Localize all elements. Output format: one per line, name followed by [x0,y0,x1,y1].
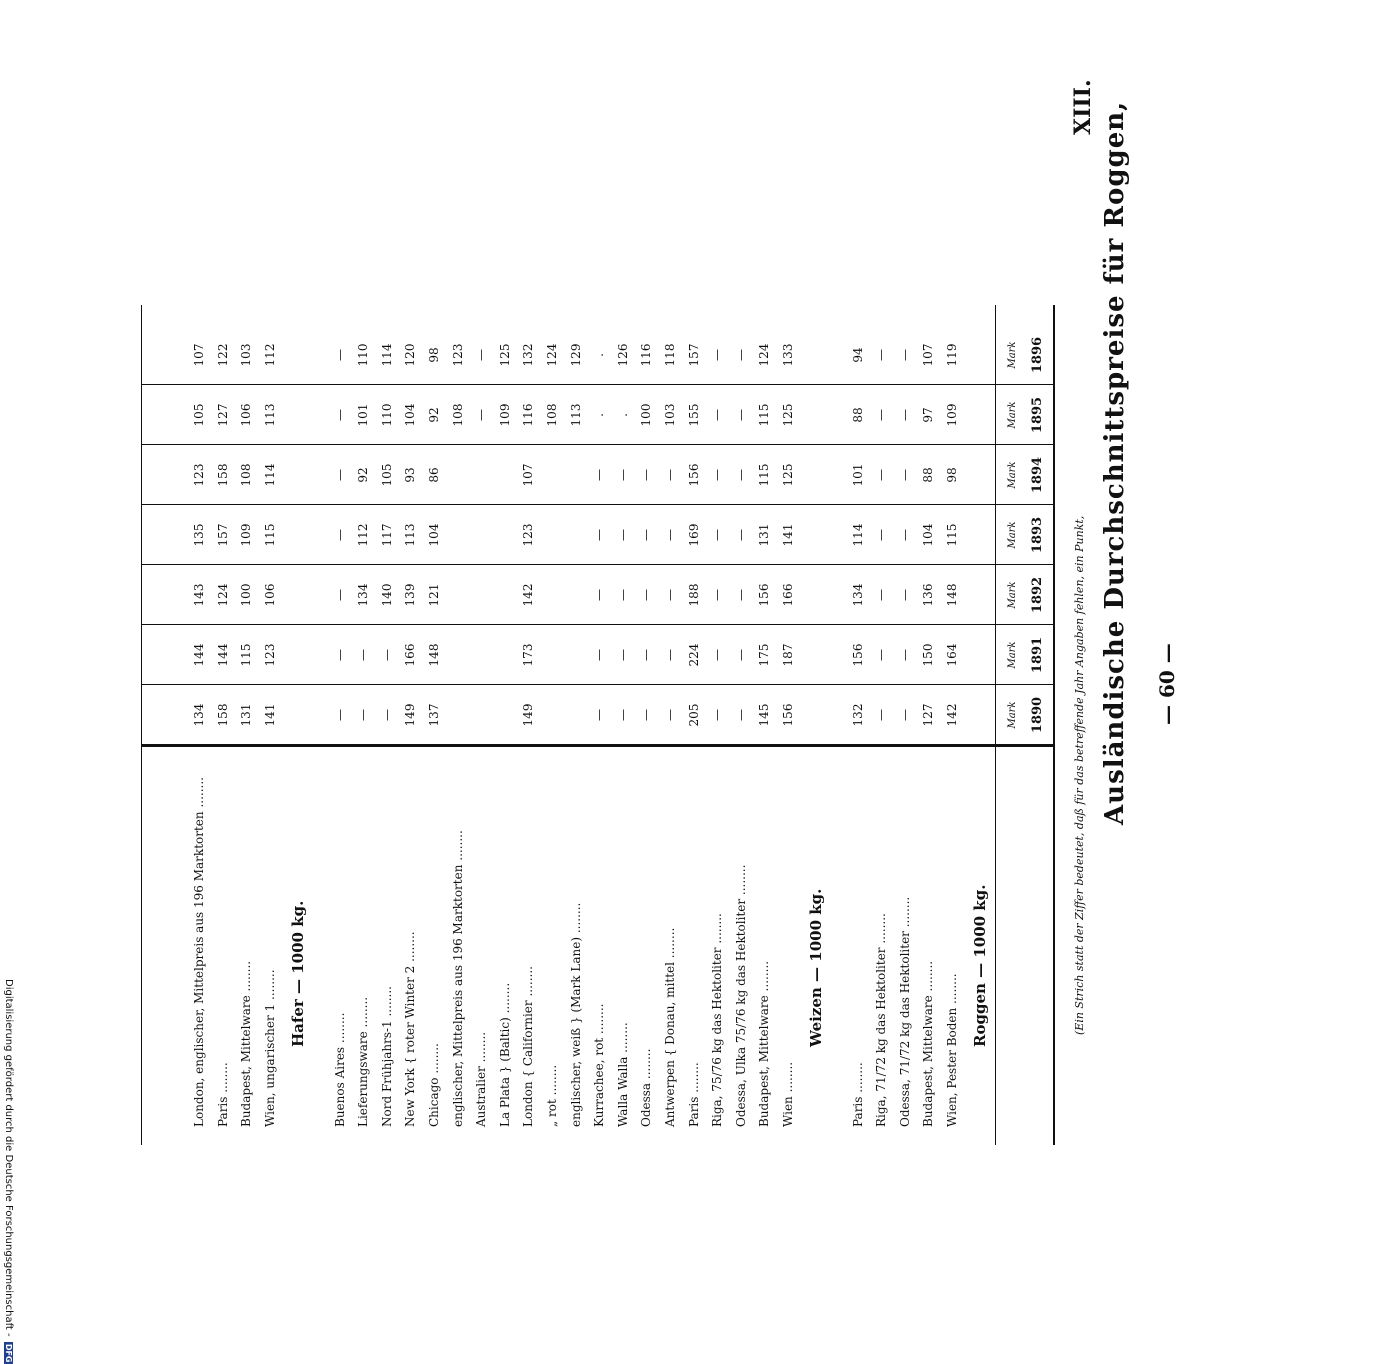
row-label: Kurrachee, rot ........ [592,1003,607,1127]
year-header: 1891 [1030,636,1045,674]
cell-value: 118 [663,343,677,367]
cell-value: — [332,529,347,541]
cell-value: — [332,469,347,481]
cell-value: 86 [427,467,441,483]
cell-value: 134 [356,583,371,607]
cell-value: — [615,529,630,541]
row-label: Odessa ........ [639,1048,654,1127]
cell-value: — [663,589,677,601]
cell-value: — [356,709,371,721]
row-label: Nord Frühjahrs-1 ........ [379,986,394,1127]
cell-value: 116 [521,403,536,427]
cell-value: 158 [215,463,230,487]
cell-value: 150 [921,643,936,667]
cell-value: 156 [850,643,865,667]
cell-value: 148 [945,583,959,607]
cell-value: 103 [239,343,254,367]
cell-value: — [592,589,607,601]
cell-value: 149 [521,703,536,727]
cell-value: 127 [215,403,230,427]
cell-value: 141 [263,703,277,727]
explanatory-note: (Ein Strich statt der Ziffer bedeutet, daß für das betreffende Jahr Angaben fehlen, ein Punkt, [1073,515,1086,1035]
dfg-logo: DFG [4,1343,13,1363]
cell-value: 132 [850,703,865,727]
row-label: Riga, 71/72 kg das Hektoliter ........ [874,913,889,1127]
cell-value: — [733,469,748,481]
top-rule [1053,305,1055,1145]
row-label: englischer, Mittelpreis aus 196 Marktorten ........ [450,830,465,1127]
cell-value: 224 [686,643,701,667]
cell-value: — [710,469,725,481]
cell-value: 115 [239,643,254,667]
cell-value: 126 [615,343,630,367]
cell-value: — [733,409,748,421]
row-label: New York { roter Winter 2 ........ [403,931,418,1127]
cell-value: . [615,413,630,417]
bottom-rule [141,305,142,1145]
cell-value: . [592,413,607,417]
cell-value: — [332,709,347,721]
cell-value: 124 [215,583,230,607]
cell-value: 132 [521,343,536,367]
row-label: Walla Walla ........ [615,1022,630,1127]
cell-value: 115 [757,403,772,427]
cell-value: — [874,409,889,421]
cell-value: 137 [427,703,441,727]
cell-value: 108 [239,463,254,487]
cell-value: — [874,469,889,481]
cell-value: — [379,709,394,721]
cell-value: — [332,649,347,661]
unit-header: Mark [1007,581,1018,609]
unit-header: Mark [1007,461,1018,489]
cell-value: — [592,649,607,661]
cell-value: 155 [686,403,701,427]
cell-value: — [639,589,654,601]
cell-value: 121 [427,583,441,607]
cell-value: 109 [239,523,254,547]
cell-value: 134 [850,583,865,607]
row-label: London, englischer, Mittelpreis aus 196 Marktorten ........ [192,777,207,1127]
row-label: Buenos Aires ........ [332,1012,347,1127]
cell-value: 157 [215,523,230,547]
cell-value: — [639,469,654,481]
cell-value: 156 [781,703,795,727]
row-label: Wien ........ [781,1061,795,1127]
cell-value: 156 [757,583,772,607]
cell-value: 125 [781,463,795,487]
unit-header: Mark [1007,341,1018,369]
cell-value: — [663,649,677,661]
cell-value: 108 [545,403,559,427]
cell-value: 113 [263,403,277,427]
cell-value: 109 [945,403,959,427]
cell-value: 103 [663,403,677,427]
cell-value: 110 [356,343,371,367]
cell-value: — [733,649,748,661]
cell-value: 139 [403,583,418,607]
cell-value: — [710,409,725,421]
cell-value: 114 [850,523,865,547]
cell-value: 131 [239,703,254,727]
cell-value: 125 [781,403,795,427]
row-label: Budapest, Mittelware ........ [239,960,254,1127]
cell-value: 124 [545,343,559,367]
cell-value: — [710,709,725,721]
cell-value: 107 [521,463,536,487]
cell-value: — [897,529,912,541]
cell-value: 166 [781,583,795,607]
cell-value: — [733,529,748,541]
cell-value: 105 [192,403,207,427]
year-header: 1896 [1030,336,1045,374]
cell-value: — [379,649,394,661]
row-label: Odessa, Ulka 75/76 kg das Hektoliter ........ [733,864,748,1127]
cell-value: — [897,409,912,421]
section-heading: Hafer — 1000 kg. [289,900,307,1047]
row-label: „ rot ........ [545,1064,559,1127]
cell-value: — [639,529,654,541]
cell-value: — [733,589,748,601]
unit-header: Mark [1007,521,1018,549]
cell-value: — [639,709,654,721]
row-label: Odessa, 71/72 kg das Hektoliter ........ [897,896,912,1127]
cell-value: 122 [215,343,230,367]
cell-value: 98 [427,347,441,363]
digitization-banner: Digitalisierung gefördert durch die Deutsche Forschungsgemeinschaft - DFG [3,979,14,1363]
cell-value: — [897,709,912,721]
cell-value: 144 [192,643,207,667]
row-label: Wien, Pester Boden ........ [945,973,959,1127]
cell-value: 109 [497,403,512,427]
cell-value: — [332,589,347,601]
cell-value: 166 [403,643,418,667]
cell-value: — [356,649,371,661]
cell-value: 123 [192,463,207,487]
cell-value: 100 [639,403,654,427]
cell-value: — [663,709,677,721]
cell-value: — [874,529,889,541]
cell-value: 145 [757,703,772,727]
cell-value: — [592,529,607,541]
cell-value: 133 [781,343,795,367]
cell-value: 123 [450,343,465,367]
cell-value: 107 [192,343,207,367]
year-header: 1892 [1030,576,1045,614]
section-heading: Roggen — 1000 kg. [971,884,989,1047]
cell-value: 123 [521,523,536,547]
year-header: 1894 [1030,456,1045,494]
cell-value: — [897,349,912,361]
row-label: Wien, ungarischer 1 ........ [263,969,277,1127]
cell-value: — [663,529,677,541]
cell-value: — [874,709,889,721]
cell-value: — [874,589,889,601]
cell-value: 114 [263,463,277,487]
cell-value: — [874,649,889,661]
cell-value: 142 [945,703,959,727]
unit-header: Mark [1007,701,1018,729]
cell-value: . [592,353,607,357]
cell-value: — [897,589,912,601]
cell-value: 101 [356,403,371,427]
header-rule [995,305,996,1145]
cell-value: 142 [521,583,536,607]
cell-value: 129 [568,343,583,367]
cell-value: 188 [686,583,701,607]
row-label: Riga, 75/76 kg das Hektoliter ........ [710,913,725,1127]
cell-value: — [592,709,607,721]
page-number: — 60 — [1155,643,1179,725]
year-header: 1890 [1030,696,1045,734]
cell-value: 92 [427,407,441,423]
cell-value: 140 [379,583,394,607]
cell-value: 113 [568,403,583,427]
cell-value: 115 [945,523,959,547]
cell-value: 104 [921,523,936,547]
page-title: Ausländische Durchschnittspreise für Roggen, [1100,100,1130,825]
section-heading: Weizen — 1000 kg. [807,888,825,1047]
cell-value: — [615,469,630,481]
cell-value: — [474,349,489,361]
cell-value: — [733,349,748,361]
unit-header: Mark [1007,401,1018,429]
cell-value: 98 [945,467,959,483]
cell-value: 127 [921,703,936,727]
cell-value: 205 [686,703,701,727]
cell-value: 104 [403,403,418,427]
cell-value: — [615,649,630,661]
cell-value: 105 [379,463,394,487]
cell-value: 156 [686,463,701,487]
cell-value: — [332,349,347,361]
row-label: englischer, weiß } (Mark Lane) ........ [568,902,583,1127]
row-label: Antwerpen { Donau, mittel ........ [663,927,677,1127]
cell-value: 158 [215,703,230,727]
unit-header: Mark [1007,641,1018,669]
cell-value: — [615,709,630,721]
cell-value: 97 [921,407,936,423]
row-label: Lieferungsware ........ [356,996,371,1127]
cell-value: 115 [263,523,277,547]
cell-value: 106 [239,403,254,427]
cell-value: 120 [403,343,418,367]
cell-value: — [897,469,912,481]
cell-value: 113 [403,523,418,547]
cell-value: 175 [757,643,772,667]
cell-value: — [663,469,677,481]
cell-value: 169 [686,523,701,547]
cell-value: 141 [781,523,795,547]
label-divider [141,745,1053,747]
digitization-credit: Digitalisierung gefördert durch die Deutsche Forschungsgemeinschaft [3,979,14,1330]
cell-value: 149 [403,703,418,727]
cell-value: 134 [192,703,207,727]
cell-value: 123 [263,643,277,667]
cell-value: 144 [215,643,230,667]
year-header: 1895 [1030,396,1045,434]
cell-value: 108 [450,403,465,427]
row-label: Paris ........ [215,1062,230,1127]
cell-value: 115 [757,463,772,487]
table-number: XIII. [1070,79,1096,135]
cell-value: 101 [850,463,865,487]
cell-value: — [615,589,630,601]
cell-value: 110 [379,403,394,427]
cell-value: 135 [192,523,207,547]
row-label: Budapest, Mittelware ........ [757,960,772,1127]
cell-value: 88 [850,407,865,423]
cell-value: 107 [921,343,936,367]
row-label: La Plata } (Baltic) ........ [497,982,512,1127]
year-header: 1893 [1030,516,1045,554]
cell-value: — [733,709,748,721]
row-label: Paris ........ [850,1062,865,1127]
cell-value: — [710,529,725,541]
cell-value: 119 [945,343,959,367]
cell-value: 112 [356,523,371,547]
cell-value: — [474,409,489,421]
cell-value: — [710,589,725,601]
cell-value: 114 [379,343,394,367]
cell-value: 116 [639,343,654,367]
cell-value: 173 [521,643,536,667]
row-label: Budapest, Mittelware ........ [921,960,936,1127]
rotated-page [135,79,1210,1145]
cell-value: — [897,649,912,661]
cell-value: 88 [921,467,936,483]
cell-value: 187 [781,643,795,667]
row-label: Chicago ........ [427,1043,441,1127]
cell-value: 124 [757,343,772,367]
cell-value: — [639,649,654,661]
cell-value: 136 [921,583,936,607]
cell-value: 112 [263,343,277,367]
cell-value: 164 [945,643,959,667]
cell-value: 92 [356,467,371,483]
cell-value: 143 [192,583,207,607]
cell-value: — [592,469,607,481]
cell-value: 131 [757,523,772,547]
cell-value: — [710,349,725,361]
cell-value: 104 [427,523,441,547]
cell-value: 148 [427,643,441,667]
row-label: Paris ........ [686,1062,701,1127]
cell-value: 106 [263,583,277,607]
cell-value: — [332,409,347,421]
cell-value: — [710,649,725,661]
cell-value: — [874,349,889,361]
cell-value: 93 [403,467,418,483]
cell-value: 125 [497,343,512,367]
cell-value: 94 [850,347,865,363]
cell-value: 100 [239,583,254,607]
cell-value: 117 [379,523,394,547]
row-label: London { Californier ........ [521,966,536,1127]
row-label: Australier ........ [474,1031,489,1127]
cell-value: 157 [686,343,701,367]
